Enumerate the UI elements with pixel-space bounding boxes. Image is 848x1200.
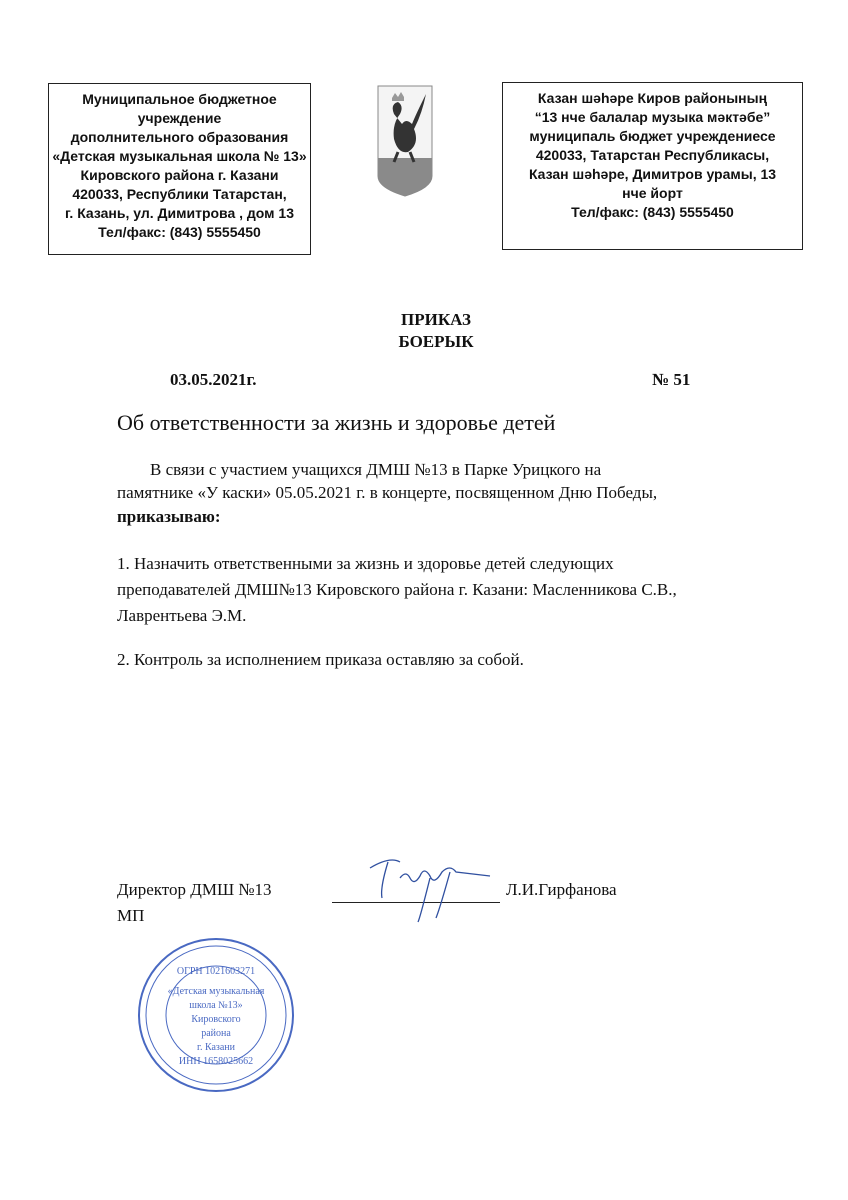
svg-text:района: района: [201, 1028, 231, 1039]
doc-subject: Об ответственности за жизнь и здоровье детей: [117, 410, 556, 435]
doc-title: ПРИКАЗ: [401, 310, 471, 329]
header-line: Казан шәһәре, Димитров урамы, 13: [528, 166, 777, 182]
header-line: Тел/факс: (843) 5555450: [98, 224, 261, 240]
header-line: учреждение: [137, 110, 222, 126]
header-line: г. Казань, ул. Димитрова , дом 13: [64, 205, 294, 221]
stamp-place-label: МП: [117, 906, 145, 925]
svg-text:ОГРН 1021603271: ОГРН 1021603271: [176, 966, 256, 977]
item1-line: 1. Назначить ответственными за жизнь и здоровье детей следующих: [117, 554, 614, 573]
header-right-block: [502, 82, 803, 250]
signature-name: Л.И.Гирфанова: [506, 880, 617, 899]
handwritten-signature: [360, 848, 500, 928]
doc-date: 03.05.2021г.: [170, 370, 257, 389]
doc-title-tatar: БОЕРЫК: [398, 332, 474, 351]
header-line: дополнительного образования: [70, 129, 289, 145]
header-line: Кировского района г. Казани: [80, 167, 279, 183]
svg-text:г. Казани: г. Казани: [196, 1042, 236, 1053]
signature-position: Директор ДМШ №13: [117, 880, 272, 899]
order-word: приказываю:: [117, 507, 221, 526]
svg-text:ИНН 1658025662: ИНН 1658025662: [178, 1056, 254, 1067]
coat-of-arms-icon: [376, 84, 434, 202]
header-line: нче йорт: [622, 185, 683, 201]
header-line: «Детская музыкальная школа № 13»: [52, 148, 307, 164]
header-line: “13 нче балалар музыка мәктәбе”: [534, 109, 771, 125]
doc-number: № 51: [652, 370, 691, 389]
item1-line: преподавателей ДМШ№13 Кировского района г. Казани: Масленникова С.В.,: [117, 580, 677, 599]
header-left-block: [48, 83, 311, 255]
header-line: Тел/факс: (843) 5555450: [571, 204, 734, 220]
header-line: 420033, Татарстан Республикасы,: [535, 147, 770, 163]
svg-text:«Детская музыкальная: «Детская музыкальная: [167, 986, 265, 997]
svg-text:Кировского: Кировского: [191, 1014, 241, 1025]
header-line: муниципаль бюджет учреждениесе: [529, 128, 776, 144]
header-line: Казан шәһәре Киров районының: [537, 90, 768, 106]
item2: 2. Контроль за исполнением приказа оставляю за собой.: [117, 650, 524, 669]
svg-text:школа №13»: школа №13»: [189, 1000, 243, 1011]
intro-line: памятнике «У каски» 05.05.2021 г. в концерте, посвященном Дню Победы,: [117, 483, 658, 502]
item1-line: Лаврентьева Э.М.: [117, 606, 247, 625]
header-line: 420033, Республики Татарстан,: [72, 186, 287, 202]
header-line: Муниципальное бюджетное: [82, 91, 277, 107]
official-stamp: [136, 936, 296, 1094]
intro-line: В связи с участием учащихся ДМШ №13 в Парке Урицкого на: [150, 460, 602, 479]
